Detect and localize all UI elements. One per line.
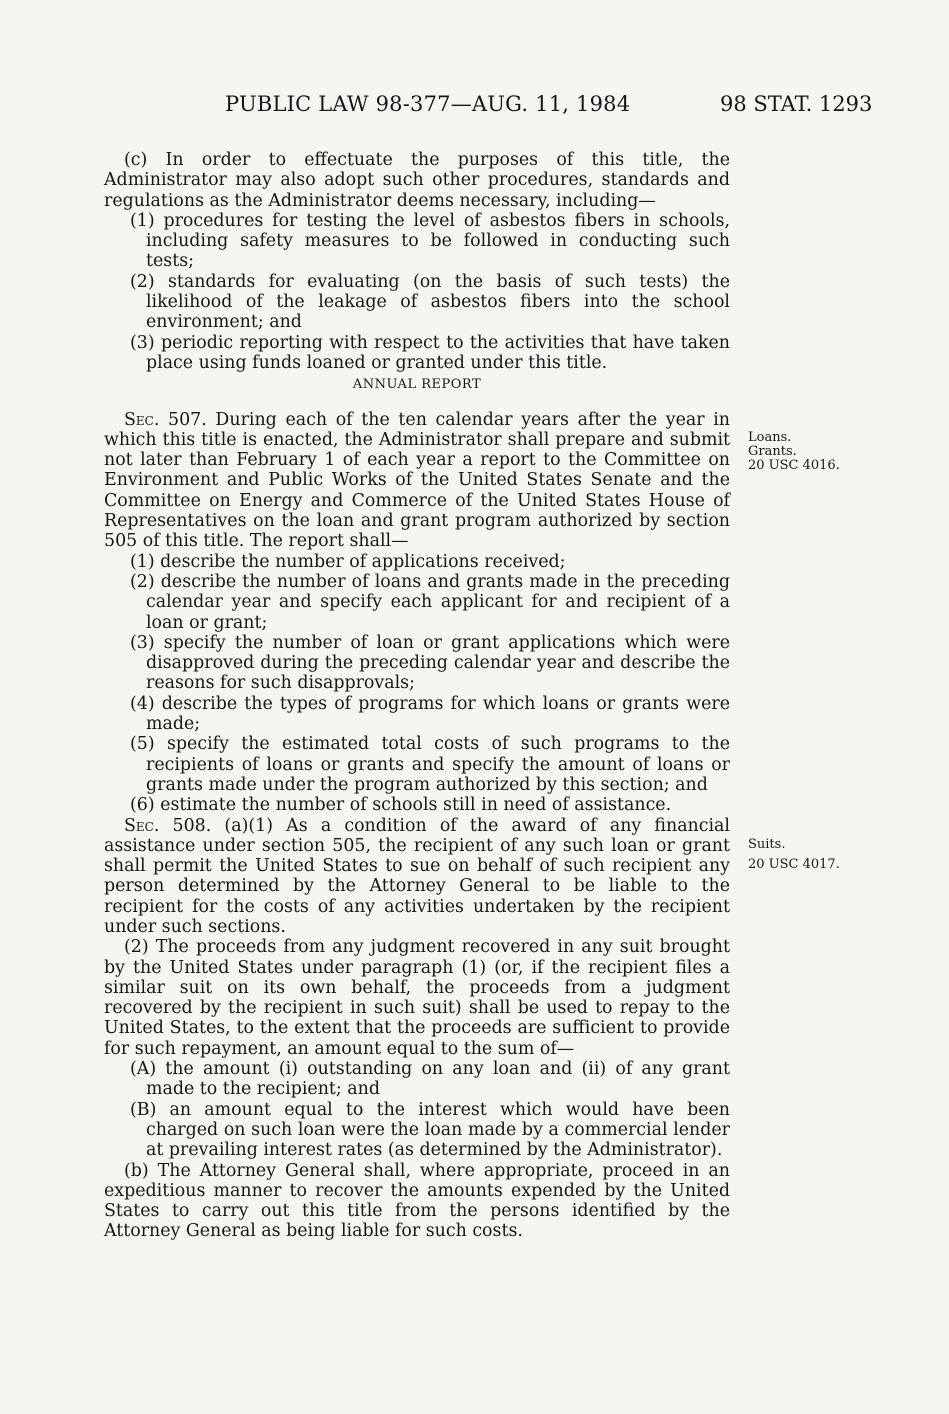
section-508-paragraph (104, 816, 730, 938)
margin-note-line: Grants. (748, 444, 797, 459)
section-label: Sec. (124, 815, 160, 836)
list-item-c2: (2) standards for evaluating (on the basis of such tests) the likelihood of the leakage of asbestos fibers into the school environment; and (130, 271, 730, 333)
margin-note-line: Loans. (748, 430, 792, 445)
page-header (0, 92, 949, 122)
margin-note-citation: 20 USC 4016. (748, 458, 840, 473)
list-item-507-6: (6) estimate the number of schools still in need of assistance. (130, 795, 672, 816)
paragraph-a2: (2) The proceeds from any judgment recovered in any suit brought by the United States under paragraph (1) (or, if the recipient files a similar suit on its own behalf, the proceeds from a judgment recovered by the recipient in such suit) shall be used to repay to the United States, to the extent that the proceeds are sufficient to provide for such repayment, an amount equal to the sum of— (104, 937, 730, 1059)
margin-note-citation: 20 USC 4017. (748, 857, 840, 872)
body-text (104, 150, 730, 1242)
list-item-c1: (1) procedures for testing the level of asbestos fibers in schools, including safety measures to be followed in conducting such tests; (130, 210, 730, 272)
header-stat-citation: 98 STAT. 1293 (720, 92, 873, 116)
list-item-507-3: (3) specify the number of loan or grant applications which were disapproved during the preceding calendar year and describe the reasons for such disapprovals; (130, 632, 730, 694)
list-item-507-2: (2) describe the number of loans and grants made in the preceding calendar year and specify each applicant for and recipient of a loan or grant; (130, 571, 730, 633)
section-heading-annual-report: ANNUAL REPORT (352, 377, 482, 393)
section-507-paragraph (104, 410, 730, 552)
paragraph-b: (b) The Attorney General shall, where appropriate, proceed in an expeditious manner to recover the amounts expended by the United States to carry out this title from the persons identified by the Attorney General as being liable for such costs. (104, 1160, 730, 1242)
list-item-507-5: (5) specify the estimated total costs of such programs to the recipients of loans or grants and specify the amount of loans or grants made under the program authorized by this section; and (130, 734, 730, 795)
margin-note-loans-grants (748, 431, 840, 473)
section-508-text: 508. (a)(1) As a condition of the award of any financial assistance under section 505, the recipient of any such loan or grant shall permit the United States to sue on behalf of such recipient any person determined by the Attorney General to be liable to the recipient for the costs of any activities undertaken by the recipient under such sections. (104, 815, 730, 937)
margin-note-suits (748, 838, 840, 872)
list-item-B: (B) an amount equal to the interest which would have been charged on such loan were the loan made by a commercial lender at prevailing interest rates (as determined by the Administrator). (130, 1099, 730, 1161)
paragraph-c: (c) In order to effectuate the purposes of this title, the Administrator may also adopt such other procedures, standards and regulations as the Administrator deems necessary, including— (104, 150, 730, 211)
list-item-507-4: (4) describe the types of programs for which loans or grants were made; (130, 693, 730, 735)
section-label: Sec. (124, 409, 160, 430)
header-title: PUBLIC LAW 98-377—AUG. 11, 1984 (225, 92, 631, 116)
margin-note-line: Suits. (748, 837, 786, 852)
section-507-text: 507. During each of the ten calendar years after the year in which this title is enacted, the Administrator shall prepare and submit not later than February 1 of each year a report to the Committee on Environment and Public Works of the United States Senate and the Committee on Energy and Commerce of the United States House of Representatives on the loan and grant program authorized by section 505 of this title. The report shall— (104, 409, 730, 552)
list-item-A: (A) the amount (i) outstanding on any loan and (ii) of any grant made to the recipient; and (130, 1059, 730, 1100)
list-item-c3: (3) periodic reporting with respect to the activities that have taken place using funds loaned or granted under this title. (130, 332, 730, 373)
list-item-507-1: (1) describe the number of applications received; (130, 551, 566, 572)
